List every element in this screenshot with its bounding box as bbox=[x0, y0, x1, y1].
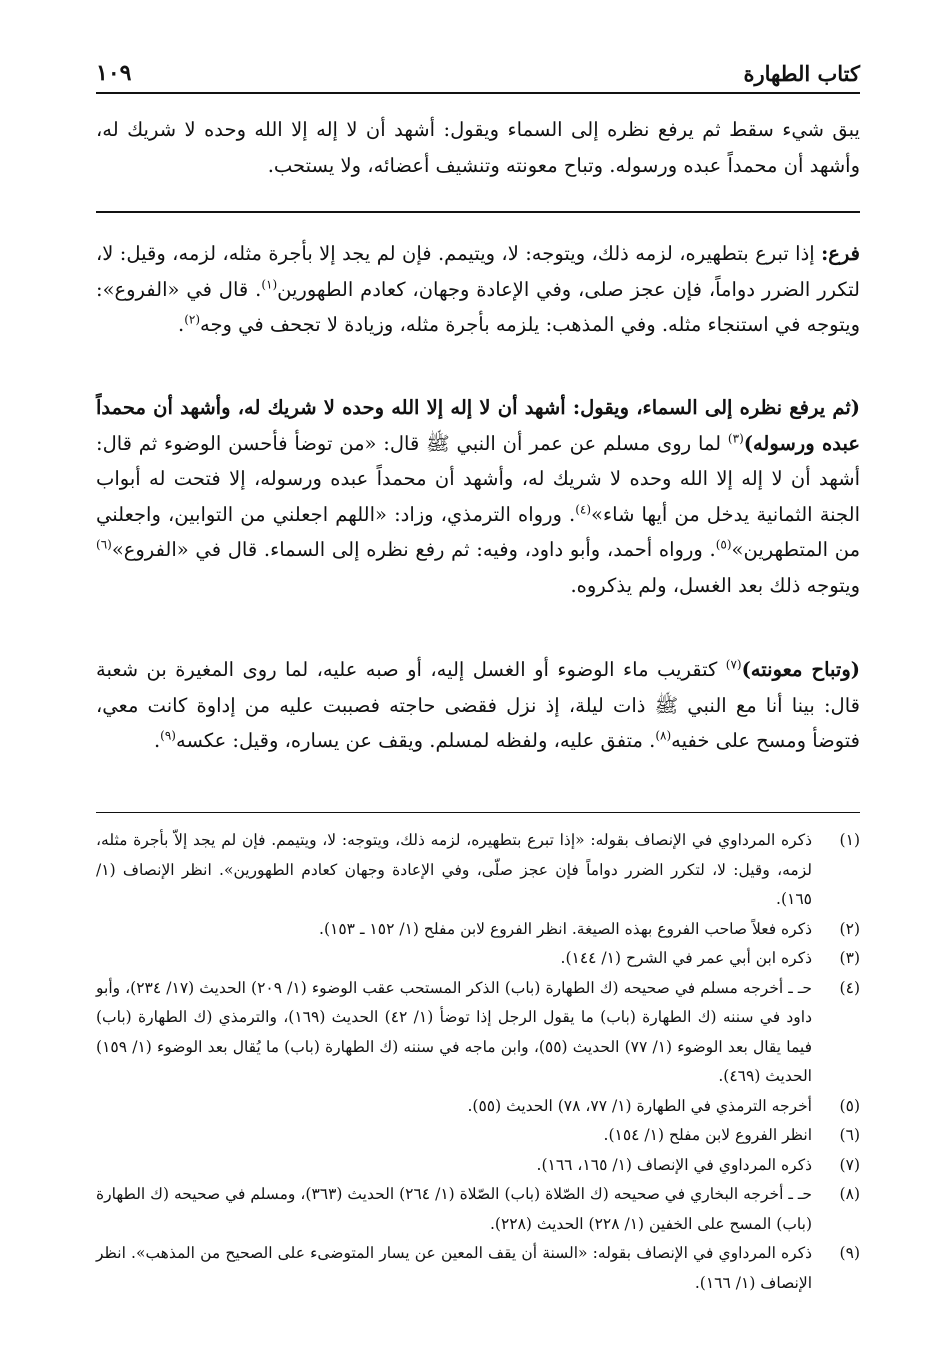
footnote-item bbox=[96, 1239, 860, 1298]
footnote-ref[interactable]: (٦) bbox=[96, 537, 112, 552]
footnote-text: حـ ـ أخرجه البخاري في صحيحه (ك الصّلاة (باب) الصّلاة (١/ ٢٦٤) الحديث (٣٦٣)، ومسلم في صحيحه (ك الطهارة (باب) المسح على الخفين (١/ ٢٢٨) الحديث (٢٢٨). bbox=[96, 1185, 813, 1233]
footnote-ref[interactable]: (١) bbox=[261, 277, 278, 291]
footnote-text: انظر الفروع لابن مفلح (١/ ١٥٤). bbox=[603, 1126, 812, 1144]
header-rule bbox=[96, 92, 860, 94]
footnote-ref[interactable]: (٢) bbox=[184, 312, 201, 327]
footnote-separator bbox=[96, 812, 860, 813]
footnote-ref[interactable]: (٤) bbox=[575, 502, 592, 516]
matn-separator bbox=[96, 211, 860, 213]
footnote-text: حـ ـ أخرجه مسلم في صحيحه (ك الطهارة (باب) الذكر المستحب عقب الوضوء (١/ ٢٠٩) الحديث (١٧/ ٢٣٤)، وأبو داود في سننه (ك الطهارة (باب) ما يقول الرجل إذا توضأ (١/ ٤٢) الحديث (١٦٩)، والترمذي (ك الطهارة (باب) فيما يقال بعد الوضوء (١/ ٧٧) الحديث (٥٥)، وابن ماجه في سننه (ك الطهارة (باب) ما يُقال بعد الوضوء (١/ ١٥٩) الحديث (٤٦٩). bbox=[96, 978, 813, 1085]
footnote-item bbox=[96, 1151, 860, 1181]
footnote-text: ذكره المرداوي في الإنصاف (١/ ١٦٥، ١٦٦). bbox=[536, 1155, 812, 1174]
footnote-ref[interactable]: (٧) bbox=[725, 657, 742, 672]
footnote-number: (٦) bbox=[839, 1126, 860, 1144]
paragraph-far: فرع: إذا تبرع بتطهيره، لزمه ذلك، ويتوجه: لا، ويتيمم. فإن لم يجد إلا بأجرة مثله، لزمه، وقيل: لا، لتكرر الضرر دواماً، فإن عجز صلى، وفي الإعادة وجهان، كعادم الطهورين$^{(١)}$. قال في «الفروع»: ويتوجه في استنجاء مثله. وفي المذهب: يلزمه بأجرة مثله، وزيادة لا تجحف في وجه$^{(٢)}$. bbox=[96, 242, 860, 336]
footnote-number: (٣) bbox=[839, 949, 860, 967]
footnote-item bbox=[96, 915, 860, 945]
footnote-ref[interactable]: (٨) bbox=[655, 728, 672, 743]
footnote-text: ذكره المرداوي في الإنصاف بقوله: «السنة أن يقف المعين عن يسار المتوضىء على الصحيح من المذهب». انظر الإنصاف (١/ ١٦٦). bbox=[96, 1244, 812, 1292]
continuation-text: يبق شيء سقط ثم يرفع نظره إلى السماء ويقول: أشهد أن لا إله إلا الله وحده لا شريك له، وأشهد أن محمداً عبده ورسوله. وتباح معونته وتنشيف أعضائه، ولا يستحب. bbox=[96, 118, 860, 177]
running-header bbox=[96, 50, 860, 90]
footnote-text: ذكره فعلاً صاحب الفروع بهذه الصيغة. انظر الفروع لابن مفلح (١/ ١٥٢ ـ ١٥٣). bbox=[319, 919, 812, 938]
chapter-title: كتاب الطهارة bbox=[732, 61, 861, 86]
footnote-text: أخرجه الترمذي في الطهارة (١/ ٧٧، ٧٨) الحديث (٥٥). bbox=[467, 1096, 812, 1115]
paragraph-shahada: (ثم يرفع نظره إلى السماء، ويقول: أشهد أن لا إله إلا الله وحده لا شريك له، وأشهد أن محمداً عبده ورسوله)$^{(٣)}$ لما روى مسلم عن عمر أن النبي ﷺ قال: «من توضأ فأحسن الوضوء ثم قال: أشهد أن لا إله إلا الله وحده لا شريك له، وأشهد أن محمداً عبده ورسوله، إلا فتحت له أبواب الجنة الثمانية يدخل من أيها شاء»$^{(٤)}$. ورواه الترمذي، وزاد: «اللهم اجعلني من التوابين، واجعلني من المتطهرين»$^{(٥)}$. ورواه أحمد، وأبو داود، وفيه: ثم رفع نظره إلى السماء. قال في «الفروع»$^{(٦)}$ ويتوجه ذلك بعد الغسل، ولم يذكروه. bbox=[96, 396, 861, 597]
footnote-number: (٢) bbox=[839, 919, 860, 938]
footnotes bbox=[96, 826, 860, 1298]
footnote-ref[interactable]: (٥) bbox=[715, 537, 732, 552]
footnote-item bbox=[96, 944, 860, 974]
page-number: ١٠٩ bbox=[96, 60, 143, 86]
matn-continuation bbox=[96, 112, 860, 183]
paragraph-assistance: (وتباح معونته)$^{(٧)}$ كتقريب ماء الوضوء أو الغسل إليه، أو صبه عليه، لما روى المغيرة بن شعبة قال: بينا أنا مع النبي ﷺ ذات ليلة، إذ نزل فقضى حاجته فصببت عليه من إداوة كانت معي، فتوضأ ومسح على خفيه$^{(٨)}$. متفق عليه، ولفظه لمسلم. ويقف عن يساره، وقيل: عكسه$^{(٩)}$. bbox=[96, 657, 860, 752]
footnote-item bbox=[96, 974, 860, 1092]
footnote-number: (٩) bbox=[839, 1244, 860, 1262]
footnote-number: (٤) bbox=[839, 978, 860, 997]
footnote-item bbox=[96, 1180, 860, 1239]
footnote-number: (٧) bbox=[839, 1155, 860, 1174]
footnote-text: ذكره المرداوي في الإنصاف بقوله: «إذا تبرع بتطهيره، لزمه ذلك، ويتوجه: لا، ويتيمم. فإن لم يجد إلاّ بأجرة مثله، لزمه، وقيل: لا، لتكرر الضرر دواماً فإن عجز صلّى، وفي الإعادة وجهان كعادم الطهورين». انظر الإنصاف (١/ ١٦٥). bbox=[96, 831, 812, 908]
paragraph-lead: (ثم يرفع نظره إلى السماء، ويقول: أشهد أن لا إله إلا الله وحده لا شريك له، وأشهد أن محمداً عبده ورسوله) bbox=[96, 396, 860, 455]
footnote-item bbox=[96, 1121, 860, 1151]
footnote-number: (٥) bbox=[839, 1096, 860, 1115]
footnote-ref[interactable]: (٩) bbox=[160, 728, 176, 743]
footnote-number: (١) bbox=[839, 831, 860, 849]
paragraph-lead: فرع: bbox=[821, 242, 860, 265]
footnote-item bbox=[96, 1092, 860, 1122]
footnote-number: (٨) bbox=[839, 1185, 860, 1203]
footnote-ref[interactable]: (٣) bbox=[727, 431, 744, 445]
paragraph-lead: (وتباح معونته) bbox=[741, 658, 860, 681]
footnote-item bbox=[96, 826, 860, 915]
footnote-text: ذكره ابن أبي عمر في الشرح (١/ ١٤٤). bbox=[560, 949, 812, 967]
